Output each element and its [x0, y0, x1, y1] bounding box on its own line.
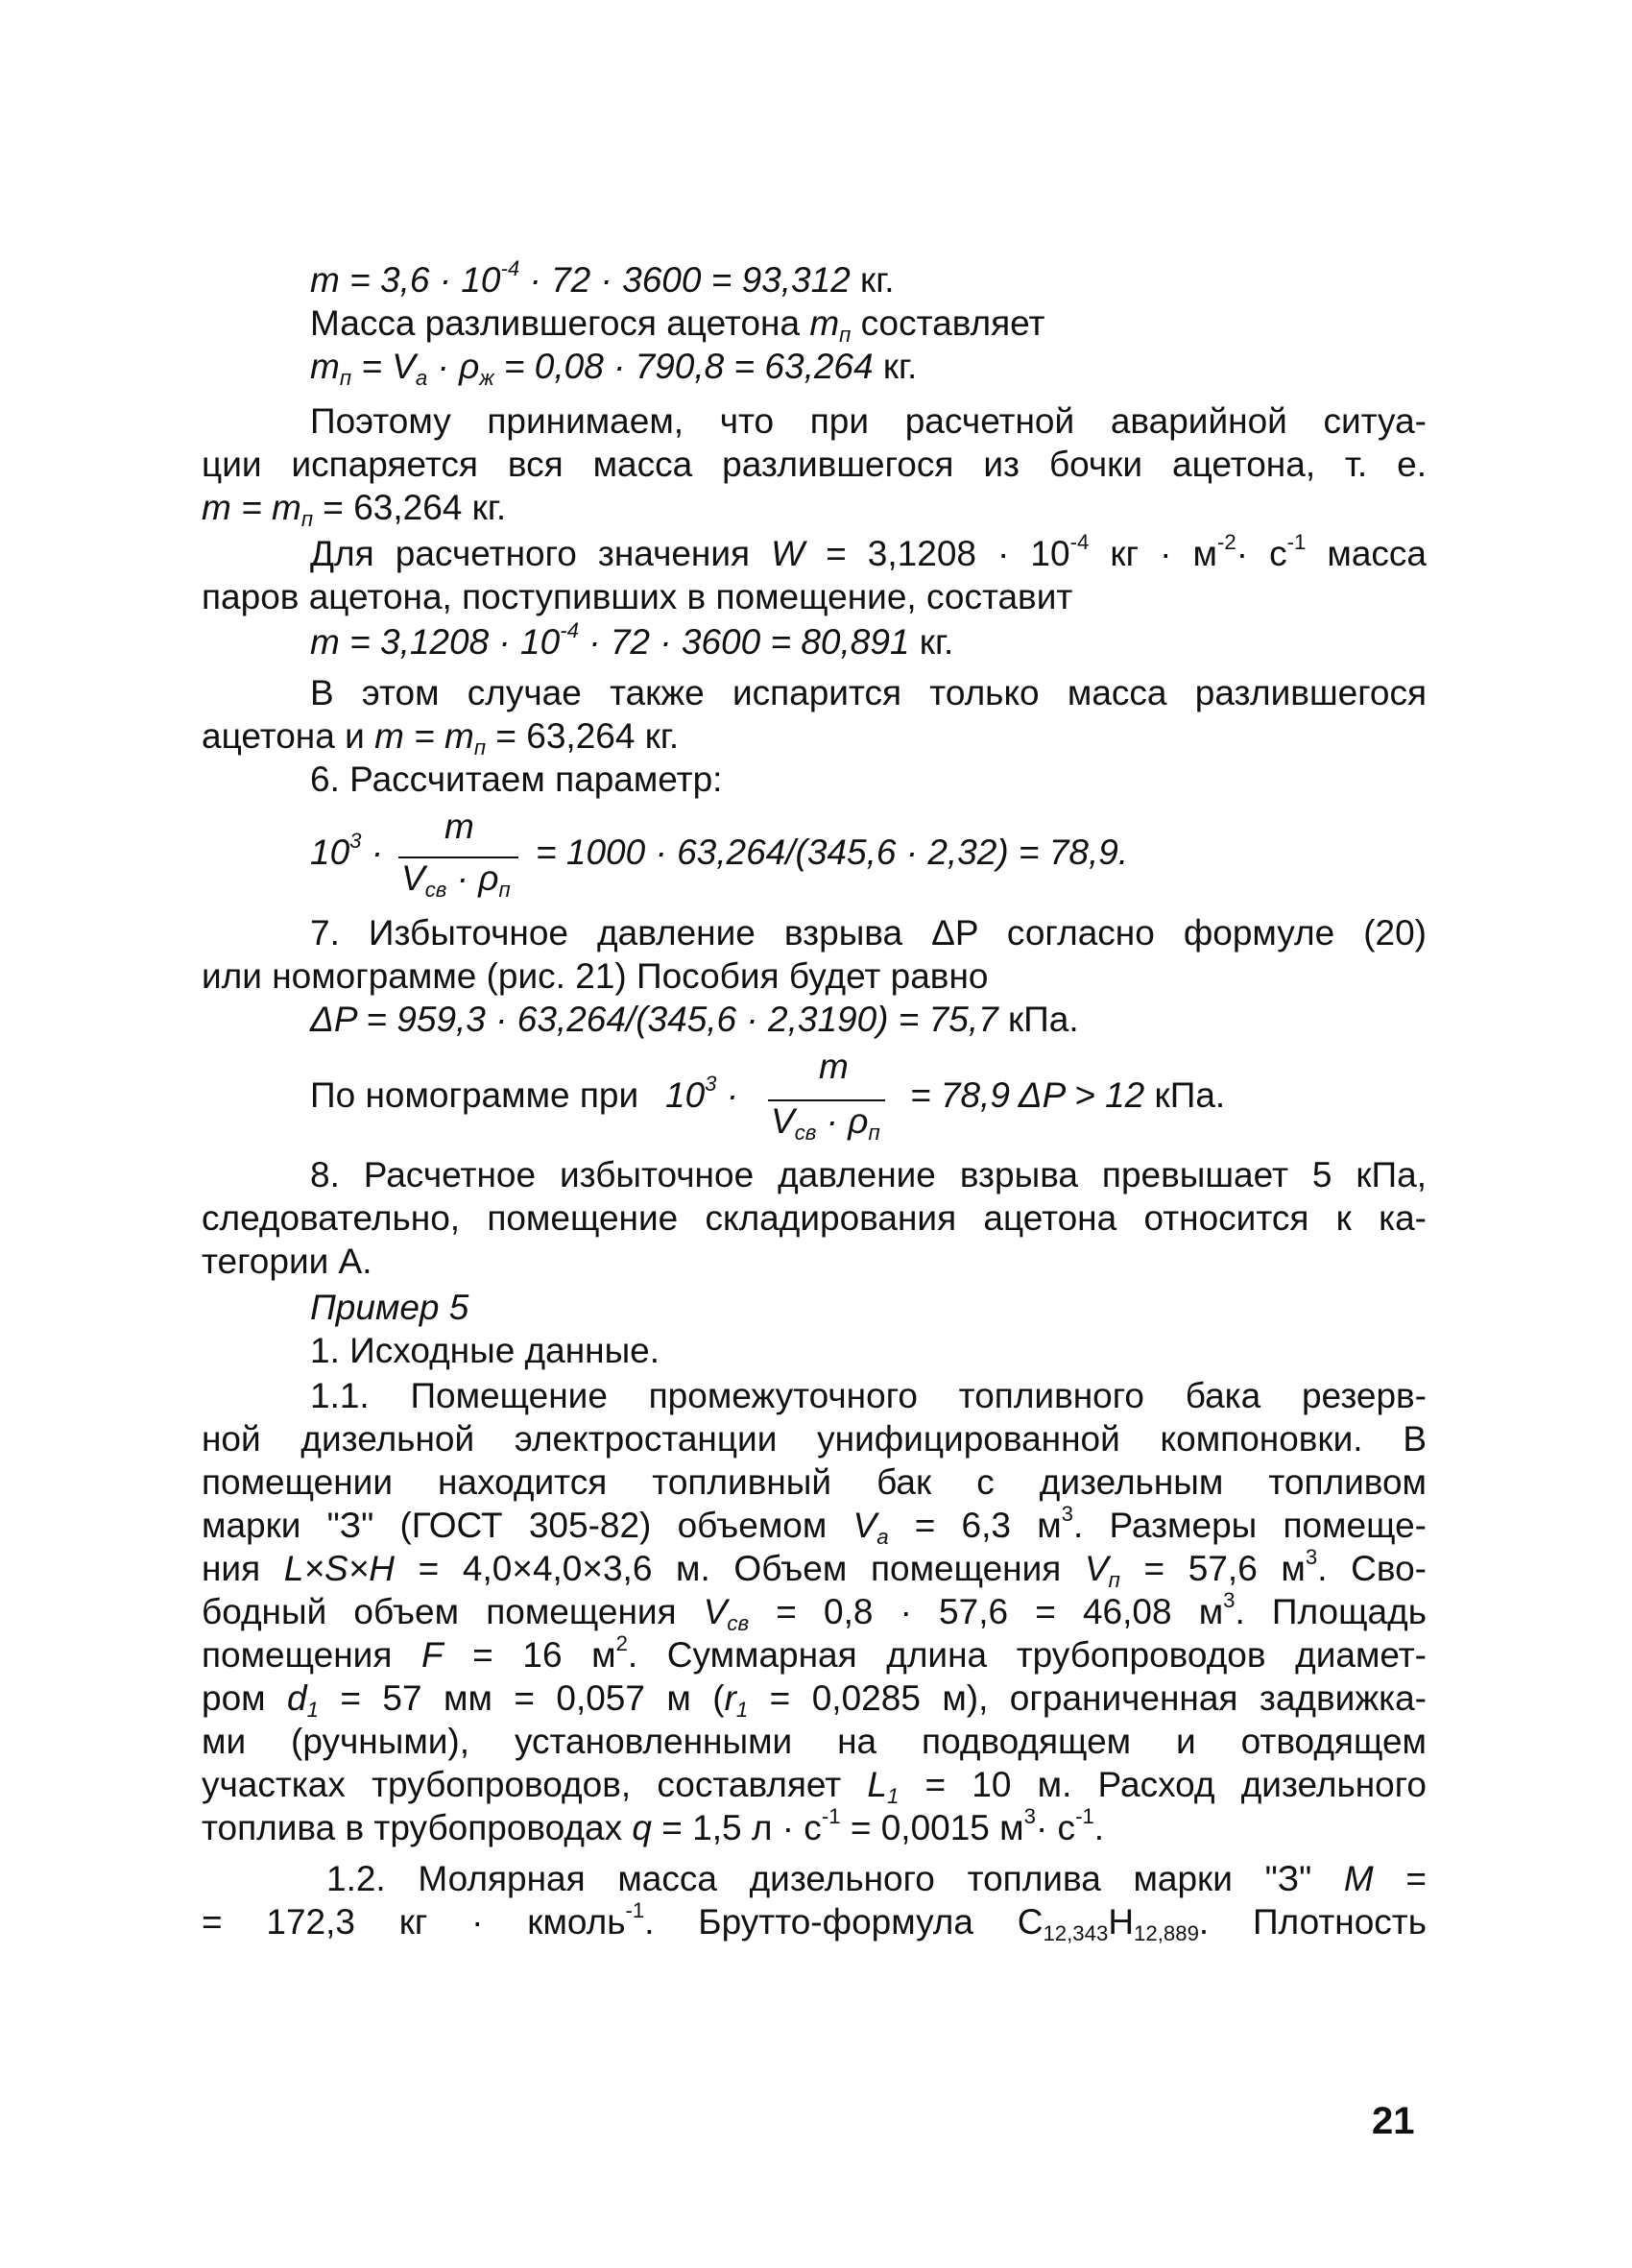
- text-line: паров ацетона, поступивших в помещение, составит: [202, 577, 1073, 616]
- text-line: = 172,3 кг · кмоль$^{-1}$. Брутто-формула $С_{12,343}Н_{12,889}$. Плотность: [202, 1898, 1428, 1945]
- text-line: 8. Расчетное избыточное давление взрыва превышает 5 кПа,: [310, 1155, 1427, 1194]
- text-line: или номограмме (рис. 21) Пособия будет равно: [202, 956, 989, 996]
- text-line: Для расчетного значения $W = 3,1208 \cdot 10^{-4}$ кг · $м^{-2}\cdot с^{-1}$ масса: [310, 530, 1428, 573]
- formula-result: = 78,9 ΔP > 12 кПа.: [910, 1075, 1226, 1115]
- formula-prefix: $10^3$ ·: [310, 829, 384, 872]
- page-number: 21: [1372, 2100, 1415, 2142]
- text-line: тегории А.: [202, 1242, 372, 1281]
- text-line: ния L×S×H = 4,0×4,0×3,6 м. Объем помещения $V_п = 57,6$ $м^3$. Сво-: [202, 1545, 1428, 1592]
- text-line: следовательно, помещение складирования ацетона относится к ка-: [202, 1198, 1427, 1238]
- text-line: В этом случае также испарится только масса разлившегося: [310, 673, 1427, 712]
- text-line: Масса разлившегося ацетона $m_п$ составляет: [310, 303, 1045, 347]
- section-heading: 1. Исходные данные.: [310, 1331, 660, 1370]
- formula-text: По номограмме при: [310, 1075, 639, 1115]
- text-line: участках трубопроводов, составляет $L_1 = 10$ м. Расход дизельного: [202, 1765, 1428, 1808]
- fraction-numerator: m: [444, 807, 474, 846]
- step-heading: 6. Рассчитаем параметр:: [310, 760, 723, 799]
- text-line: ацетона и $m = m_п = 63,264$ кг.: [202, 716, 680, 760]
- text-line: бодный объем помещения $V_{св} = 0,8 \cdot 57,6 = 46,08$ $м^3$. Площадь: [202, 1588, 1427, 1635]
- example-heading: Пример 5: [310, 1288, 469, 1327]
- text-line: марки "З" (ГОСТ 305-82) объемом $V_а = 6,3$ $м^3$. Размеры помеще-: [202, 1502, 1427, 1549]
- text-line: ции испаряется вся масса разлившегося из бочки ацетона, т. е.: [202, 445, 1427, 484]
- text-line: помещения F = 16 $м^2$. Суммарная длина трубопроводов диамет-: [202, 1631, 1427, 1675]
- text-line: Поэтому принимаем, что при расчетной аварийной ситуа-: [310, 401, 1427, 441]
- formula-parameter: [310, 807, 1270, 912]
- formula-mass-2: $m = 3,1208 \cdot 10^{-4} \cdot 72 \cdot 3600 = 80,891$ кг.: [310, 618, 954, 662]
- text-line: $m = m_п = 63,264$ кг.: [202, 488, 507, 531]
- formula-spill-mass: $m_п = V_а \cdot \rho_ж = 0,08 \cdot 790,8 = 63,264$ кг.: [310, 347, 918, 390]
- formula-prefix: $10^3$ ·: [665, 1072, 739, 1115]
- text-line: 1.2. Молярная масса дизельного топлива марки "З" M =: [326, 1859, 1428, 1898]
- fraction-denominator: $V_{св} \cdot \rho_п$: [401, 858, 511, 902]
- formula-result: = 1000 · 63,264/(345,6 · 2,32) = 78,9.: [536, 832, 1129, 872]
- formula-mass-1: $m = 3,6 \cdot 10^{-4} \cdot 72 \cdot 3600 = 93,312$ кг.: [310, 256, 895, 300]
- fraction-numerator: m: [819, 1047, 849, 1086]
- formula-pressure: ΔP = 959,3 · 63,264/(345,6 · 2,3190) = 75,7 кПа.: [310, 1000, 1079, 1039]
- text-line: помещении находится топливный бак с дизельным топливом: [202, 1462, 1427, 1502]
- text-line: ной дизельной электростанции унифицированной компоновки. В: [202, 1419, 1427, 1459]
- fraction-denominator: $V_{св} \cdot \rho_п$: [771, 1101, 880, 1145]
- text-line: 1.1. Помещение промежуточного топливного бака резерв-: [310, 1376, 1427, 1415]
- text-line: ром $d_1 = 57$ мм = 0,057 м ($r_1 = 0,0285$ м), ограниченная задвижка-: [202, 1678, 1427, 1722]
- text-line: 7. Избыточное давление взрыва ΔP согласно формуле (20): [310, 913, 1427, 953]
- text-line: топлива в трубопроводах q = 1,5 $л \cdot с^{-1} = 0,0015$ $м^3\cdot с^{-1}$.: [202, 1804, 1105, 1847]
- text-line: ми (ручными), установленными на подводящем и отводящем: [202, 1722, 1427, 1761]
- formula-nomogram: [310, 1047, 1366, 1152]
